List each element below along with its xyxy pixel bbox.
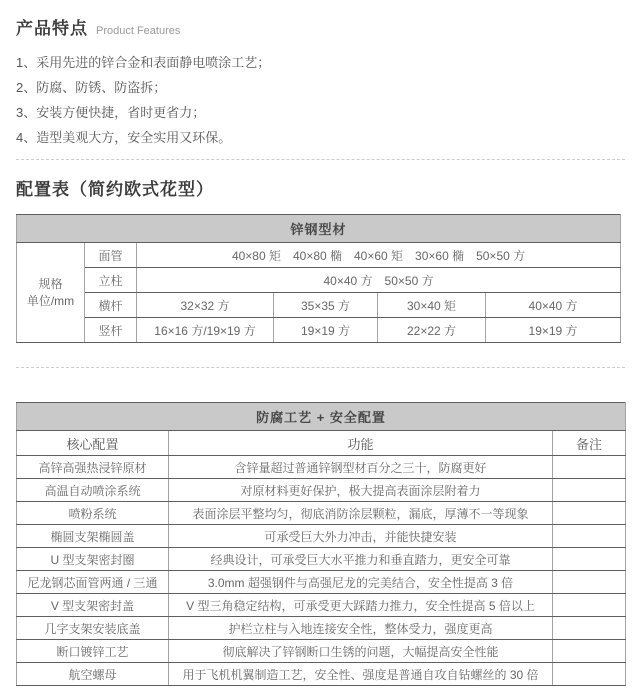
table-row (17, 594, 626, 617)
features-title-cn: 产品特点 (16, 19, 88, 38)
function-cell: 可承受巨大外力冲击，并能快捷安装 (169, 525, 553, 548)
unit-line1: 规格 (38, 276, 63, 291)
column-header-remark: 备注 (553, 431, 626, 456)
table-row (17, 479, 626, 502)
remark-cell (553, 594, 626, 617)
remark-cell (553, 617, 626, 640)
function-cell: 含锌量超过普通锌钢型材百分之三十，防腐更好 (169, 456, 553, 479)
table-row (17, 502, 626, 525)
feature-name-cell: U 型支架密封圈 (17, 548, 169, 571)
feature-name-cell: 椭圆支架椭圆盖 (17, 525, 169, 548)
feature-name-cell: 喷粉系统 (17, 502, 169, 525)
spec-cell: 30×40 矩 (378, 293, 486, 318)
feature-item: 3、安装方便快捷，省时更省力； (16, 105, 206, 120)
spec-section-title: 配置表（简约欧式花型） (16, 180, 214, 199)
function-cell: 用于飞机机翼制造工艺，安全性、强度是普通自攻自钻螺丝的 30 倍 (169, 663, 553, 686)
remark-cell (553, 548, 626, 571)
features-table-body (17, 456, 626, 686)
features-table-title: 防腐工艺 + 安全配置 (17, 403, 626, 431)
function-cell: 3.0mm 超强钢件与高强尼龙的完美结合，安全性提高 3 倍 (169, 571, 553, 594)
function-cell: V 型三角稳定结构，可承受更大踩踏力推力，安全性提高 5 倍以上 (169, 594, 553, 617)
spec-cell: 35×35 方 (274, 293, 378, 318)
spec-heading (16, 175, 625, 200)
feature-name-cell: 尼龙钢芯面管两通 / 三通 (17, 571, 169, 594)
row-label: 竖杆 (85, 318, 137, 343)
safety-config-section (16, 402, 625, 686)
column-header-row (17, 431, 626, 456)
remark-cell (553, 456, 626, 479)
unit-line2: 单位/mm (26, 293, 75, 308)
feature-name-cell: V 型支架密封盖 (17, 594, 169, 617)
feature-item: 4、造型美观大方，安全实用又环保。 (16, 130, 232, 145)
table-row (17, 640, 626, 663)
function-cell: 经典设计，可承受巨大水平推力和垂直踏力，更安全可靠 (169, 548, 553, 571)
spec-table-title: 锌钢型材 (17, 215, 621, 243)
table-row (17, 525, 626, 548)
spec-cell: 16×16 方/19×19 方 (137, 318, 274, 343)
table-row (17, 318, 621, 343)
row-label: 立柱 (85, 268, 137, 293)
spec-cell: 19×19 方 (274, 318, 378, 343)
remark-cell (553, 571, 626, 594)
product-features-section (16, 14, 625, 150)
feature-name-cell: 高锌高强热浸锌原材 (17, 456, 169, 479)
spec-cell: 40×80 矩 40×80 椭 40×60 矩 30×60 椭 50×50 方 (137, 243, 621, 268)
features-table-title-row (17, 403, 626, 431)
spec-cell: 40×40 方 (486, 293, 621, 318)
function-cell: 彻底解决了锌钢断口生锈的问题，大幅提高安全性能 (169, 640, 553, 663)
features-title-en: Product Features (96, 25, 181, 37)
spec-table-title-row (17, 215, 621, 243)
row-label: 横杆 (85, 293, 137, 318)
feature-name-cell: 航空螺母 (17, 663, 169, 686)
dotted-divider (16, 159, 625, 160)
spec-cell: 22×22 方 (378, 318, 486, 343)
spec-cell: 32×32 方 (137, 293, 274, 318)
feature-item: 2、防腐、防锈、防盗拆； (16, 80, 167, 95)
remark-cell (553, 640, 626, 663)
column-header-core-config: 核心配置 (17, 431, 169, 456)
unit-cell (17, 243, 85, 343)
table-row (17, 571, 626, 594)
spec-table (16, 214, 621, 343)
feature-item: 1、采用先进的锌合金和表面静电喷涂工艺； (16, 55, 271, 70)
function-cell: 对原材料更好保护，极大提高表面涂层附着力 (169, 479, 553, 502)
remark-cell (553, 502, 626, 525)
row-label: 面管 (85, 243, 137, 268)
table-row (17, 548, 626, 571)
function-cell: 护栏立柱与入地连接安全性，整体受力，强度更高 (169, 617, 553, 640)
table-row (17, 663, 626, 686)
spec-cell: 40×40 方 50×50 方 (137, 268, 621, 293)
remark-cell (553, 663, 626, 686)
features-heading (16, 14, 625, 39)
column-header-function: 功能 (169, 431, 553, 456)
feature-name-cell: 断口镀锌工艺 (17, 640, 169, 663)
spec-section (16, 175, 625, 343)
feature-list (16, 50, 625, 150)
remark-cell (553, 479, 626, 502)
feature-name-cell: 高温自动喷涂系统 (17, 479, 169, 502)
table-row (17, 456, 626, 479)
table-row (17, 293, 621, 318)
dotted-divider (16, 367, 625, 368)
table-row (17, 268, 621, 293)
remark-cell (553, 525, 626, 548)
table-row (17, 617, 626, 640)
feature-name-cell: 几字支架安装底盖 (17, 617, 169, 640)
table-row (17, 243, 621, 268)
function-cell: 表面涂层平整均匀，彻底消防涂层颗粒，漏底，厚薄不一等现象 (169, 502, 553, 525)
spec-cell: 19×19 方 (486, 318, 621, 343)
features-table (16, 402, 626, 686)
